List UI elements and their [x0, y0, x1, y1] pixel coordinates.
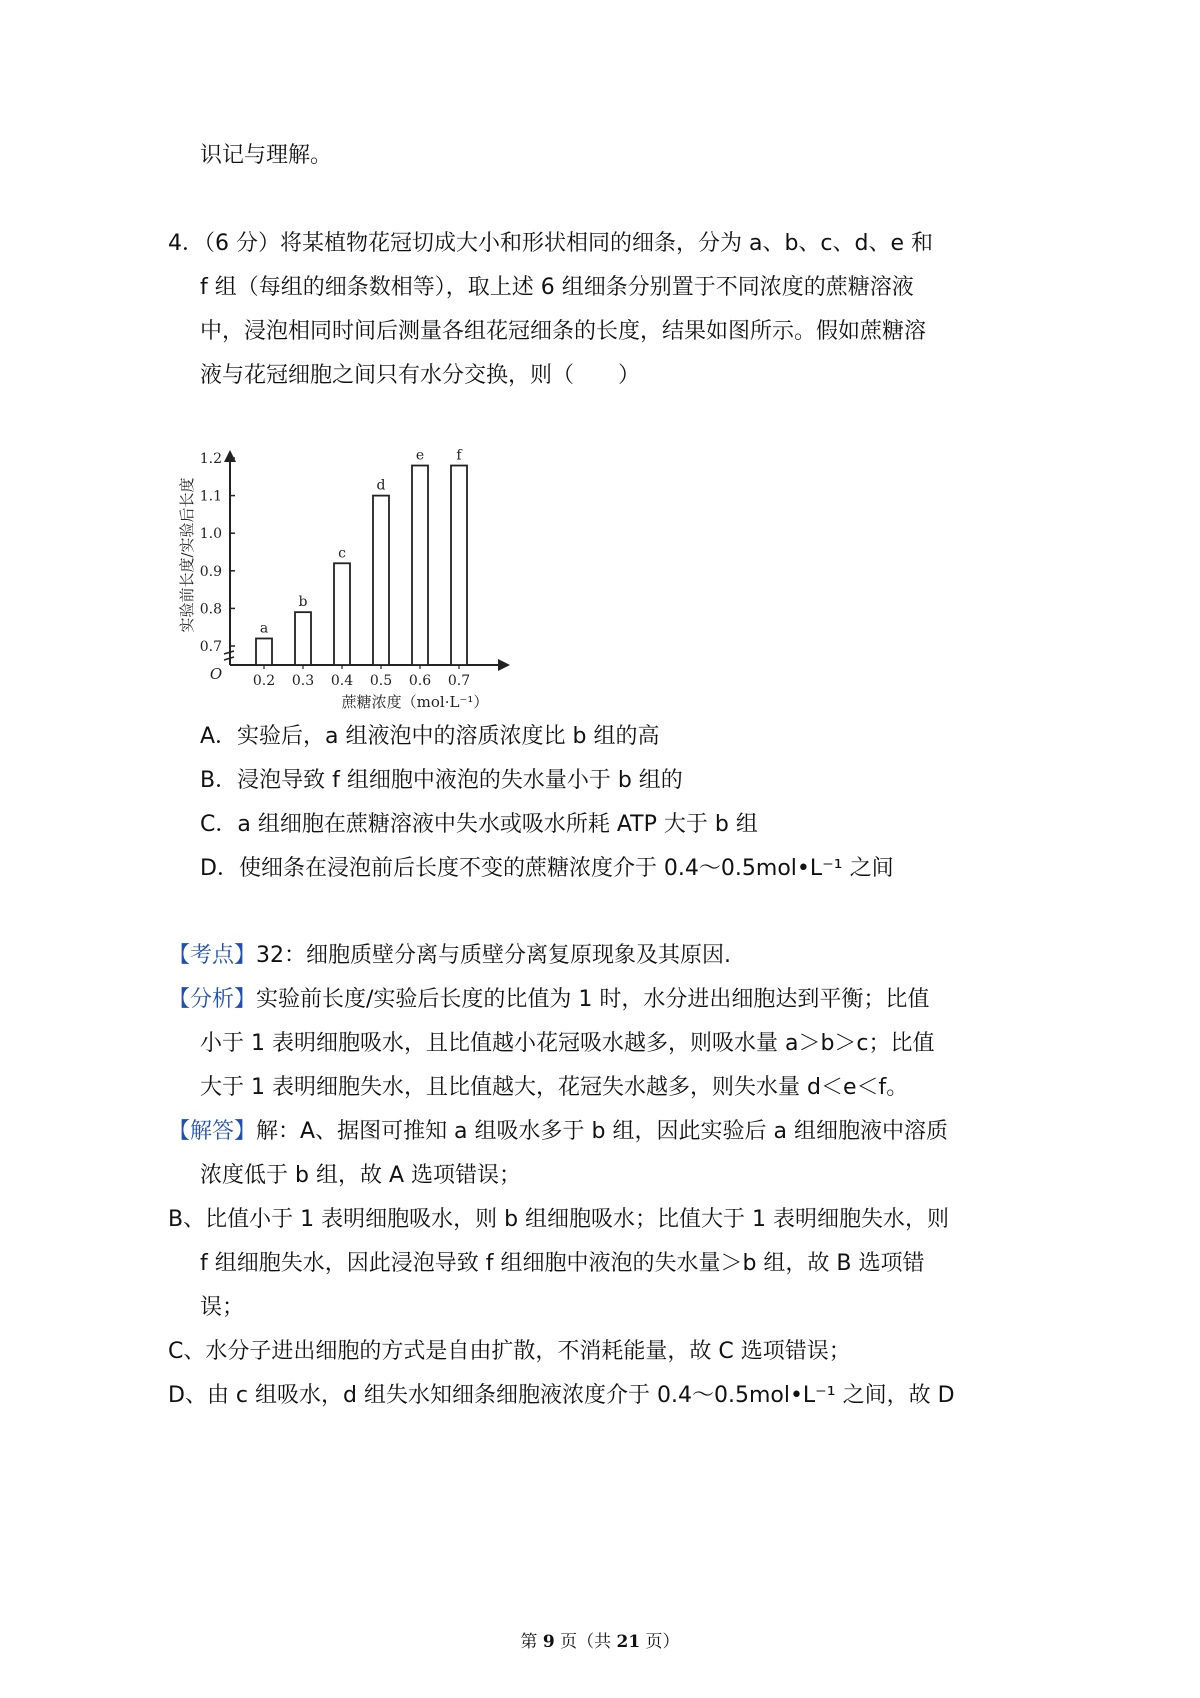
- bar: [412, 466, 428, 665]
- y-axis-arrow: [224, 450, 236, 462]
- answer-line: D、由 c 组吸水，d 组失水知细条细胞液浓度介于 0.4～0.5mol•L⁻¹ 之间，故 D: [168, 1383, 955, 1408]
- kaodian-text: 32：细胞质壁分离与质壁分离复原现象及其原因.: [256, 943, 732, 968]
- question-stem-line: f 组（每组的细条数相等），取上述 6 组细条分别置于不同浓度的蔗糖溶液: [200, 275, 914, 300]
- x-tick-label: 0.3: [291, 673, 315, 689]
- kaodian-tag: 【考点】: [168, 943, 257, 968]
- bar-label: b: [298, 594, 308, 611]
- option-b: B．浸泡导致 f 组细胞中液泡的失水量小于 b 组的: [200, 768, 683, 793]
- bar-label: f: [456, 447, 462, 464]
- bar: [295, 612, 311, 665]
- x-tick-label: 0.2: [252, 673, 276, 689]
- kaodian-line: [168, 941, 731, 971]
- option-c: C．a 组细胞在蔗糖溶液中失水或吸水所耗 ATP 大于 b 组: [200, 812, 758, 837]
- x-tick-label: 0.7: [447, 673, 471, 689]
- y-tick-label: 0.7: [199, 639, 222, 655]
- answer-line: 误；: [200, 1295, 245, 1320]
- jieda-line: [168, 1117, 948, 1147]
- bar-label: e: [415, 447, 425, 464]
- page-footer: [0, 1630, 1200, 1654]
- fenxi-line: 大于 1 表明细胞失水，且比值越大，花冠失水越多，则失水量 d＜e＜f。: [200, 1075, 909, 1100]
- bar-label: a: [259, 620, 269, 637]
- fenxi-line: [168, 985, 929, 1015]
- question-stem-line: 4．（6 分）将某植物花冠切成大小和形状相同的细条，分为 a、b、c、d、e 和: [168, 231, 934, 256]
- answer-line: C、水分子进出细胞的方式是自由扩散，不消耗能量，故 C 选项错误；: [168, 1339, 851, 1364]
- y-axis-title: 实验前长度/实验后长度: [178, 477, 196, 633]
- bar-label: c: [338, 545, 346, 562]
- x-axis-title: 蔗糖浓度（mol·L⁻¹）: [341, 693, 489, 711]
- bar: [334, 563, 350, 665]
- footer-middle: 页（共: [554, 1632, 617, 1652]
- fenxi-tag: 【分析】: [168, 987, 257, 1012]
- option-a: A．实验后，a 组液泡中的溶质浓度比 b 组的高: [200, 724, 660, 749]
- bar: [451, 466, 467, 665]
- fenxi-text: 实验前长度/实验后长度的比值为 1 时，水分进出细胞达到平衡；比值: [256, 987, 930, 1012]
- answer-line: B、比值小于 1 表明细胞吸水，则 b 组细胞吸水；比值大于 1 表明细胞失水，则: [168, 1207, 950, 1232]
- y-tick-label: 1.2: [199, 451, 222, 467]
- x-tick-label: 0.6: [408, 673, 432, 689]
- footer-prefix: 第: [520, 1632, 543, 1652]
- y-tick-label: 0.9: [199, 563, 222, 580]
- y-tick-label: 0.8: [199, 601, 222, 618]
- total-pages: 21: [616, 1632, 641, 1652]
- origin-label: O: [209, 665, 223, 683]
- fenxi-line: 小于 1 表明细胞吸水，且比值越小花冠吸水越多，则吸水量 a＞b＞c；比值: [200, 1031, 935, 1056]
- footer-suffix: 页）: [640, 1632, 680, 1652]
- chart-bars: [256, 466, 467, 665]
- jieda-text: 解：A、据图可推知 a 组吸水多于 b 组，因此实验后 a 组细胞液中溶质: [256, 1119, 948, 1144]
- bar: [373, 496, 389, 665]
- option-d: D．使细条在浸泡前后长度不变的蔗糖浓度介于 0.4～0.5mol•L⁻¹ 之间: [200, 856, 894, 881]
- page-number: 9: [542, 1632, 555, 1652]
- jieda-line: 浓度低于 b 组，故 A 选项错误；: [200, 1163, 521, 1188]
- x-tick-label: 0.4: [330, 673, 354, 689]
- answer-line: f 组细胞失水，因此浸泡导致 f 组细胞中液泡的失水量＞b 组，故 B 选项错: [200, 1251, 925, 1276]
- question-stem-line: 液与花冠细胞之间只有水分交换，则（ ）: [200, 363, 641, 388]
- top-text: 识记与理解。: [200, 143, 333, 168]
- bar-label: d: [376, 477, 386, 494]
- bar-chart: [180, 440, 520, 720]
- y-tick-label: 1.1: [199, 488, 222, 505]
- y-tick-label: 1.0: [199, 526, 222, 543]
- bar: [256, 638, 272, 665]
- jieda-tag: 【解答】: [168, 1119, 257, 1144]
- x-axis-arrow: [498, 659, 510, 671]
- question-stem-line: 中，浸泡相同时间后测量各组花冠细条的长度，结果如图所示。假如蔗糖溶: [200, 319, 927, 344]
- x-tick-label: 0.5: [369, 673, 393, 689]
